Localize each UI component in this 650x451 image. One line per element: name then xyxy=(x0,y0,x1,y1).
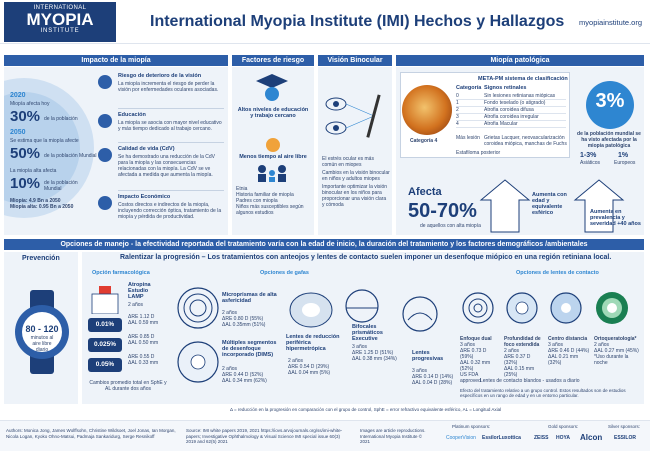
contact-lens-line: ΔAL 0.32 mm (52%) xyxy=(460,360,491,372)
divider xyxy=(118,190,224,191)
platinum-label: Platinum sponsors: xyxy=(452,424,491,429)
europe-value: 1% xyxy=(618,152,629,159)
impact-item-title: Educación xyxy=(118,112,146,118)
table-col-category: Categoría xyxy=(456,85,482,91)
sponsor-zeiss[interactable]: ZEISS xyxy=(534,435,549,441)
note-high-myopia-2050: Miopía alta: 0.95 Bn a 2050 xyxy=(10,204,74,210)
meta-pm-table xyxy=(456,93,566,128)
impact-item-title: Calidad de vida (CdV) xyxy=(118,146,175,152)
money-icon xyxy=(98,196,112,210)
dose-0-01: 0.01% xyxy=(88,318,122,332)
contact-lens-dual xyxy=(460,336,500,384)
lens1-line: ΔAL 0.35mm (51%) xyxy=(222,322,266,328)
table-row xyxy=(456,100,566,107)
year-2020: 2020 xyxy=(10,92,26,99)
year-2050: 2050 xyxy=(10,129,26,136)
stat-2020-label: Miopía afecta hoy xyxy=(10,101,50,107)
affects-label: Afecta xyxy=(408,186,442,198)
contact-note: Efecto del tratamiento relativo a un grupo control. Estos resultados son de estudios específicos en un rango de edad y en un entorno particular. xyxy=(460,388,626,398)
page-title: International Myopia Institute (IMI) Hechos y Hallazgos xyxy=(150,13,565,30)
contact-lens-title: Ortoqueratología* xyxy=(594,336,637,342)
risk-bullet: Niños más susceptibles según algunos estudios xyxy=(236,204,304,216)
binocular-section-bar: Visión Binocular xyxy=(318,55,392,66)
graduation-cap-icon xyxy=(98,114,112,128)
site-url[interactable]: myopiainstitute.org xyxy=(579,18,642,27)
table-cell-cat: 2 xyxy=(456,107,459,113)
lens-peripheral-icon xyxy=(288,290,334,330)
high-myopia-suffix: de la población Mundial xyxy=(44,180,78,192)
footer-source: Source: IMI white papers 2019, 2021 https://iovs.arvojournals.org/ss/imi-white-papers; Investigative Ophthalmology & Visual Science IMI special issue 60(3) 2019 and 62(5) 2021 xyxy=(186,428,343,444)
plus-lesion-label: Más lesión xyxy=(456,135,480,141)
high-myopia-value: 10% xyxy=(10,175,41,192)
pathologic-percent-text: de la población mundial se ha visto afectada por la miopía patológica xyxy=(577,131,641,149)
heart-icon xyxy=(98,148,112,162)
contact-lens-line: ΔAL 0.21 mm (32%) xyxy=(548,354,579,366)
lens5-line: 3 años xyxy=(412,368,428,374)
atropine-line: ΔAL 0.33 mm xyxy=(128,360,159,366)
lens1-line: 2 años xyxy=(222,310,238,316)
lens2-line: 2 años xyxy=(222,366,238,372)
pharma-title: Opción farmacológica xyxy=(92,270,150,276)
atropine-bottle-icon xyxy=(86,286,124,314)
contact-lens-title: Profundidad de foco extendida xyxy=(504,336,541,348)
contact-lens-title: Enfoque dual xyxy=(460,336,492,342)
contact-footer: Lentes de contacto blandos - usados a diario xyxy=(480,378,580,384)
watch-value: 80 - 120 xyxy=(25,324,59,334)
divider xyxy=(118,108,224,109)
management-bar: Opciones de manejo - la efectividad reportada del tratamiento varía con la edad de inicio, la duración del tratamiento y los factores demográficos /ambientales xyxy=(4,239,644,250)
binocular-bullet: Importante optimizar la visión binocular en los niños para proporcionar una visión clara y cómoda xyxy=(322,184,388,208)
affects-sub: de aquellos con alta miopía xyxy=(420,223,481,229)
atropine-title: Atropina Estudio LAMP xyxy=(128,282,151,300)
risk-factor-outdoor: Menos tiempo al aire libre xyxy=(239,154,307,160)
sponsor-essilor[interactable]: ESSILOR xyxy=(614,435,636,441)
stat-2020-suffix: de la población xyxy=(44,116,78,122)
sun-icon xyxy=(258,133,288,153)
graduate-icon xyxy=(255,72,289,104)
footer-authors: Authors: Monica Jong, James Wolffsohn, Christine Wildsoet, Joel Jonas, Ian Morgan, Nicola Logan, Kyoko Ohno-Matsui, Padmaja Sankaridurg, Serge Resnikoff xyxy=(6,428,176,439)
impact-item-title: Riesgo de deterioro de la visión xyxy=(118,73,202,79)
lens4-results xyxy=(352,344,406,362)
table-cell-sign: Atrofia Macular xyxy=(484,121,518,127)
prevention-title: Prevención xyxy=(22,255,60,262)
table-row xyxy=(456,93,566,100)
lens5-line: ΔAL 0.04 D (28%) xyxy=(412,380,453,386)
impact-item-title: Impacto Económico xyxy=(118,194,171,200)
contact-lens-icons xyxy=(460,290,640,326)
atropine-line: ΔRE 0.85 D xyxy=(128,334,155,340)
logo-line2: MYOPIA xyxy=(26,10,94,29)
risk-bullet: Etnia xyxy=(236,186,248,192)
table-cell-sign: Fondo teselado (o atigrado) xyxy=(484,100,546,106)
binocular-bullet: Cambios en la visión binocular en niños y adultos miopes xyxy=(322,170,390,182)
lens1-line: ΔRE 0.80 D (55%) xyxy=(222,316,264,322)
table-col-signs: Signos retinales xyxy=(484,85,527,91)
europe-label: Europeos xyxy=(614,160,636,166)
contact-lens-line: 3 años xyxy=(460,342,476,348)
lens3-line: 2 años xyxy=(288,358,304,364)
table-cell-cat: 3 xyxy=(456,114,459,120)
affects-value: 50-70% xyxy=(408,200,477,222)
logo-line1: INTERNATIONAL xyxy=(33,5,87,11)
contact-lens-line: US FDA approved xyxy=(460,372,481,384)
impact-item-text: Costos directos e indirectos de la miopía, incluyendo corrección óptica, tratamiento de la miopía y pérdida de productividad. xyxy=(118,202,222,220)
risk-bullet: Historia familiar de miopía xyxy=(236,192,294,198)
spectacle-title: Opciones de gafas xyxy=(260,270,309,276)
table-row xyxy=(456,114,566,121)
binocular-bullet: El estrés ocular es más común en miopes xyxy=(322,156,374,168)
posterior-staphyloma: Estafiloma posterior xyxy=(456,150,501,156)
lens5-title: Lentes progresivas xyxy=(412,350,444,362)
contact-lens-line: 2 años xyxy=(594,342,610,348)
contact-lens-line: 3 años xyxy=(548,342,564,348)
gold-label: Gold sponsors: xyxy=(548,424,579,429)
lens1-results xyxy=(222,310,282,328)
silver-label: Silver sponsors: xyxy=(608,424,641,429)
high-myopia-label: La miopía alta afecta xyxy=(10,168,57,174)
meta-pm-title: META-PM sistema de clasificación xyxy=(478,76,568,82)
contact-lens-center-distance xyxy=(548,336,590,366)
sponsor-alcon[interactable]: Alcon xyxy=(580,433,603,442)
lens-bifocal-icon xyxy=(342,288,382,324)
stat-2020-value: 30% xyxy=(10,108,41,125)
lens4-line: 3 años xyxy=(352,344,368,350)
footer-credit: Images are article reproductions. International Myopia Institute © 2021 xyxy=(360,428,426,444)
contact-lens-line: *Uso durante la noche xyxy=(594,354,629,366)
contact-lens-line: ΔRE 0.73 D (59%) xyxy=(460,348,487,360)
logo-line3: INSTITUTE xyxy=(40,28,80,34)
watch-label: minutos al aire libre diario xyxy=(30,335,54,353)
risk-bullets xyxy=(236,186,310,216)
lens3-title: Lentes de reducción periférica hipermetrópica xyxy=(286,334,340,352)
atropine-line: ΔRE 0.55 D xyxy=(128,354,155,360)
atropine-results xyxy=(128,302,170,366)
risk-section-bar: Factores de riesgo xyxy=(232,55,314,66)
table-cell-cat: 1 xyxy=(456,100,459,106)
lens5-line: ΔRE 0.14 D (14%) xyxy=(412,374,454,380)
sponsor-hoya[interactable]: HOYA xyxy=(556,435,570,441)
asia-label: Asiáticos xyxy=(580,160,601,166)
legend-note: Δ = reducción en la progresión en comparación con el grupo de control, SphE = error refractivo equivalente esférico, AL = Longitud Axial xyxy=(230,407,502,412)
contact-lens-line: ΔRE 0.37 D (32%) xyxy=(504,354,531,366)
contact-lens-title: Centro distancia xyxy=(548,336,588,342)
lens3-line: ΔAL 0.04 mm (5%) xyxy=(288,370,331,376)
divider xyxy=(118,142,224,143)
impact-item-text: La miopía se asocia con mayor nivel educativo y más tiempo dedicado al trabajo cercano. xyxy=(118,120,222,132)
table-cell-sign: Sin lesiones retinianas miópicas xyxy=(484,93,556,99)
atropine-line: ΔAL 0.50 mm xyxy=(128,340,159,346)
arrow-text-prevalence: Aumenta en prevalencia y severidad +40 años xyxy=(590,209,641,227)
stat-2050-suffix: de la población Mundial xyxy=(44,153,97,159)
impact-item-text: La miopía incrementa el riesgo de perder la visión por enfermedades oculares asociadas. xyxy=(118,81,219,93)
pathologic-section-bar: Miopía patológica xyxy=(396,55,644,66)
slow-progression-title: Ralentizar la progresión – Los tratamientos con anteojos y lentes de contacto suelen imponer un desenfoque miópico en una región retiniana local. xyxy=(120,254,612,261)
risk-factor-education: Altos niveles de educación y trabajo cercano xyxy=(237,107,309,119)
lens3-results xyxy=(288,358,342,376)
stat-2050-value: 50% xyxy=(10,145,41,162)
dose-0-05: 0.05% xyxy=(88,358,122,372)
stat-2050-label: Se estima que la miopía afecte xyxy=(10,138,79,144)
dose-0-025: 0.025% xyxy=(88,338,122,352)
contact-lens-line: 2 años xyxy=(504,348,520,354)
atropine-line: 2 años xyxy=(128,302,144,308)
contact-lens-line: ΔAL 0.27 mm (45%) xyxy=(594,348,639,354)
contact-lens-line: ΔAL 0.15 mm (25%) xyxy=(504,366,535,378)
lens2-results xyxy=(222,366,282,384)
lens4-line: ΔRE 1.25 D (51%) xyxy=(352,350,394,356)
table-cell-cat: 4 xyxy=(456,121,459,127)
lens2-line: ΔRE 0.44 D (52%) xyxy=(222,372,264,378)
lens-dims-icon xyxy=(176,340,220,384)
binocular-bullets xyxy=(322,156,390,208)
contact-lens-line: ΔRE 0.46 D (44%) xyxy=(548,348,590,354)
fundus-photo xyxy=(402,85,452,135)
atropine-line: ΔAL 0.59 mm xyxy=(128,320,159,326)
imi-logo xyxy=(4,2,116,42)
table-cell-cat: 0 xyxy=(456,93,459,99)
pathologic-percent: 3% xyxy=(595,90,625,112)
fundus-caption: Categoría 4 xyxy=(410,138,438,144)
lens3-line: ΔRE 0.54 D (29%) xyxy=(288,364,330,370)
lens5-results xyxy=(412,368,460,386)
risk-bullet: Padres con miopía xyxy=(236,198,278,204)
impact-section-bar: Impacto de la miopía xyxy=(4,55,228,66)
contact-lens-edof xyxy=(504,336,544,378)
note-myopia-2050: Miopía: 4.9 Bn a 2050 xyxy=(10,198,61,204)
family-icon xyxy=(252,164,292,182)
eye-icon xyxy=(98,75,112,89)
atropine-note: Cambios promedio total en SphE y AL durante dos años xyxy=(89,380,167,392)
table-cell-sign: Atrofia coroidea difusa xyxy=(484,107,534,113)
contact-title: Opciones de lentes de contacto xyxy=(516,270,599,276)
table-row xyxy=(456,107,566,114)
lens4-title: Bifocales prismáticos Executive xyxy=(352,324,383,342)
table-row xyxy=(456,121,566,128)
impact-item-text: Se ha demostrado una reducción de la CdV para la miopía y las consecuencias relacionadas con la miopía. La CdV se ve afectada a medida que aumenta la miopía. xyxy=(118,154,216,178)
lens4-line: ΔAL 0.38 mm (34%) xyxy=(352,356,397,362)
plus-lesion-row xyxy=(456,135,568,147)
contact-lens-orthok xyxy=(594,336,642,366)
lens2-line: ΔAL 0.34 mm (62%) xyxy=(222,378,267,384)
plus-lesion-text: Grietas Lacquer, neovascularización coroidea miópica, manchas de Fuchs xyxy=(484,135,567,147)
lens2-title: Múltiples segmentos de desenfoque incorporado (DIMS) xyxy=(222,340,277,358)
sponsor-coopervision[interactable]: CooperVision xyxy=(446,435,476,441)
atropine-line: ΔRE 1.12 D xyxy=(128,314,155,320)
sponsor-essilorluxottica[interactable]: EssilorLuxottica xyxy=(482,435,521,441)
arrow-text-age: Aumenta con edad y equivalente esférico xyxy=(532,192,567,216)
lens-progressive-icon xyxy=(400,294,440,334)
lens1-title: Microprismas de alta asfericidad xyxy=(222,292,277,304)
lens-microprism-icon xyxy=(176,286,220,330)
asia-value: 1-3% xyxy=(580,152,597,159)
table-cell-sign: Atrofia coroidea irregular xyxy=(484,114,539,120)
binocular-eyes-diagram xyxy=(322,84,388,150)
